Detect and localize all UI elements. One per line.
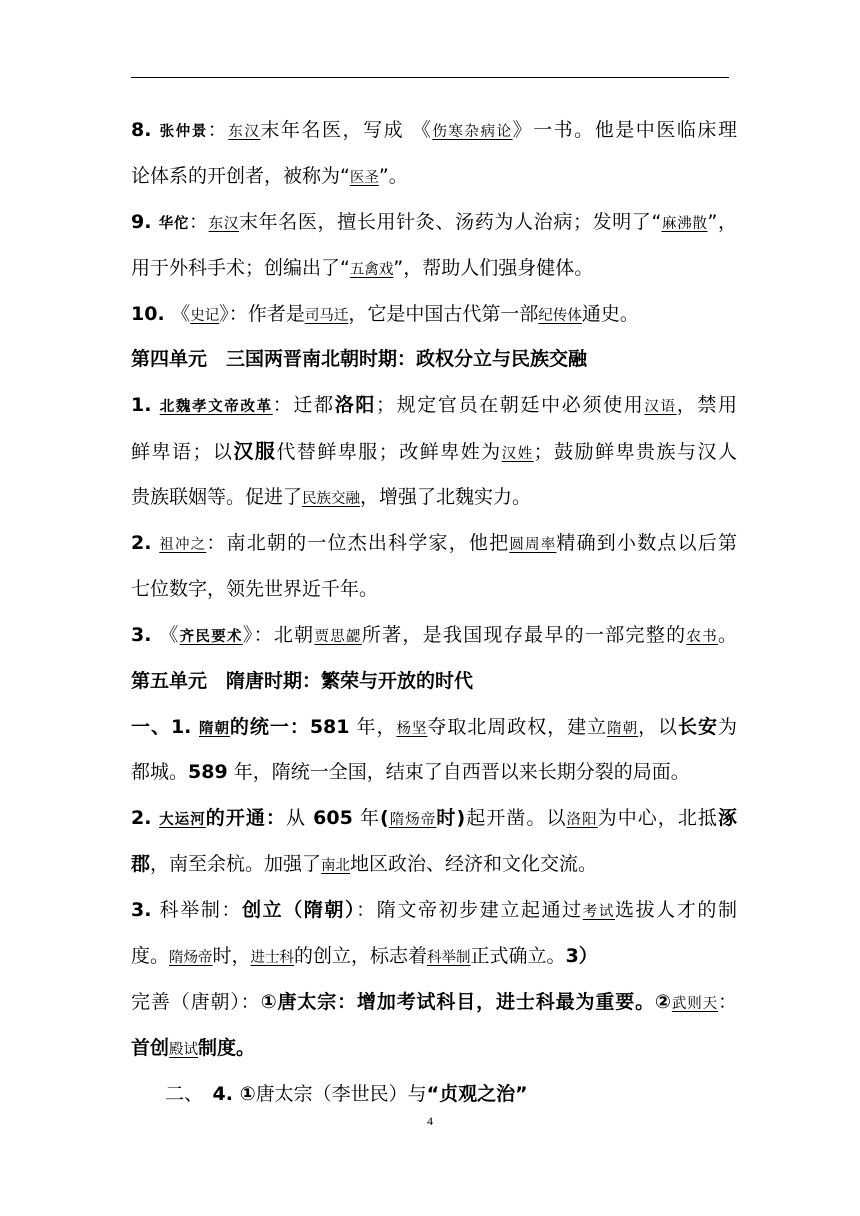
underlined-term: 伤寒杂病论 xyxy=(432,124,513,140)
text-segment: 时， xyxy=(212,945,251,968)
underlined-term: 隋炀帝 xyxy=(388,812,437,829)
underlined-term: 麻沸散 xyxy=(661,215,708,232)
text-segment: 完善（唐朝）： xyxy=(131,990,261,1013)
text-segment: ( xyxy=(380,807,389,830)
text-line xyxy=(131,154,737,200)
text-segment: ： xyxy=(189,210,209,233)
text-line xyxy=(131,750,737,796)
text-segment: ：隋文帝初步建立起通过 xyxy=(356,899,583,922)
text-segment: ”， xyxy=(707,210,737,233)
text-segment: 所著，是我国现存最早的一部完整的 xyxy=(361,623,687,646)
text-segment: 2. xyxy=(131,532,160,555)
underlined-term: 进士科 xyxy=(250,950,295,967)
text-segment: 》 xyxy=(512,119,534,141)
text-segment: 正式确立。 xyxy=(470,945,566,968)
text-segment: ；鼓励鲜卑贵族与汉人 xyxy=(533,441,737,464)
text-line xyxy=(131,796,737,842)
text-segment: 一、1. xyxy=(131,715,199,738)
text-line xyxy=(131,200,737,246)
underlined-term: 五禽戏 xyxy=(349,261,394,278)
text-segment: 通史。 xyxy=(581,302,639,325)
text-segment: ) xyxy=(456,807,466,830)
underlined-term: 杨坚 xyxy=(396,720,428,737)
text-segment: 581 xyxy=(309,715,350,738)
text-segment: 《 xyxy=(411,119,433,141)
text-segment: ”，帮助人们强身健体。 xyxy=(393,256,594,279)
underlined-term: 民族交融 xyxy=(302,491,361,508)
text-segment: 度。 xyxy=(131,945,170,968)
underlined-term: 圆周率 xyxy=(509,537,557,554)
underlined-term: 殿试 xyxy=(169,1041,199,1058)
text-segment: ，禁用 xyxy=(676,394,737,417)
text-line xyxy=(131,292,737,338)
text-segment: ：南北朝的一位杰出科学家，他把 xyxy=(206,532,510,555)
underlined-term: 科举制 xyxy=(427,950,471,967)
underlined-term: 司马迁 xyxy=(304,307,349,324)
text-segment: 605 xyxy=(313,807,353,830)
text-segment: 的统一： xyxy=(229,715,310,738)
text-segment: 夺取北周政权，建立 xyxy=(427,715,608,738)
text-segment: 长安 xyxy=(678,715,718,738)
text-segment: ；规定官员在朝廷中必须使用 xyxy=(375,394,645,417)
underlined-term: 医圣 xyxy=(349,169,379,186)
text-line xyxy=(131,705,737,751)
underlined-term: 史记 xyxy=(190,307,220,324)
text-segment: 3. xyxy=(131,623,160,646)
text-line xyxy=(131,567,737,613)
text-segment: 10. xyxy=(131,302,172,325)
text-line xyxy=(131,246,737,292)
text-segment: “贞观之治” xyxy=(426,1082,528,1105)
text-segment: 的开通： xyxy=(205,807,287,830)
text-segment: 《 xyxy=(171,302,191,325)
text-line xyxy=(131,108,737,154)
text-segment: 地区政治、经济和文化交流。 xyxy=(350,853,598,876)
text-segment: 》：作者是 xyxy=(219,302,305,325)
text-segment: 选拔人才的制 xyxy=(614,899,737,922)
text-segment: 时 xyxy=(436,807,457,830)
underlined-term: 南北 xyxy=(321,858,351,875)
text-segment: 唐太宗（李世民）与 xyxy=(255,1082,427,1105)
text-line xyxy=(131,337,737,383)
text-line xyxy=(131,842,737,888)
text-segment: 从 xyxy=(286,807,314,830)
text-segment: 起开凿。以 xyxy=(465,807,567,830)
text-segment: 制度。 xyxy=(198,1036,256,1059)
text-segment: 。 xyxy=(717,623,737,646)
text-segment: 论体系的开创者，被称为“ xyxy=(131,164,350,187)
text-line xyxy=(131,980,737,1026)
text-segment: 用于外科手术；创编出了“ xyxy=(131,256,350,279)
text-segment: ①唐太宗：增加考试科目，进士科最为重要。② xyxy=(260,990,672,1013)
text-segment: 贵族联姻等。促进了 xyxy=(131,486,303,509)
underlined-term: 祖冲之 xyxy=(159,537,207,554)
text-segment: 4. ① xyxy=(212,1082,256,1105)
text-line xyxy=(131,888,737,934)
text-segment: 3. xyxy=(131,899,160,922)
text-segment: 年，隋统一全国，结束了自西晋以来长期分裂的局面。 xyxy=(227,761,690,784)
underlined-term: 东汉 xyxy=(208,215,239,232)
text-segment: 年， xyxy=(349,715,397,738)
text-segment: 涿 xyxy=(717,807,737,830)
page-number: 4 xyxy=(427,1114,433,1128)
text-segment: 为 xyxy=(717,715,737,738)
underlined-term: 隋朝 xyxy=(198,720,230,737)
text-segment: 科举制： xyxy=(159,899,243,922)
text-segment: 《 xyxy=(159,623,180,646)
text-segment: 的创立，标志着 xyxy=(294,945,428,968)
text-segment: 创立（隋朝） xyxy=(242,899,357,922)
text-line xyxy=(131,475,737,521)
text-segment: 七位数字，领先世界近千年。 xyxy=(131,577,379,600)
text-segment: 9. xyxy=(131,210,159,233)
text-segment: 末年名医，写成 xyxy=(260,119,412,141)
text-line xyxy=(131,1072,737,1118)
text-segment: 华佗 xyxy=(158,215,189,232)
text-segment: ，南至余杭。加强了 xyxy=(150,853,322,876)
underlined-term: 武则天 xyxy=(671,995,718,1012)
text-line xyxy=(131,429,737,475)
text-segment: 洛阳 xyxy=(334,394,376,417)
text-segment: 》：北朝 xyxy=(242,623,315,646)
underlined-term: 齐民要术 xyxy=(179,628,243,645)
text-line xyxy=(131,659,737,705)
text-segment: 2. xyxy=(131,807,160,830)
text-segment: 郡 xyxy=(131,853,151,876)
underlined-term: 大运河 xyxy=(159,812,206,829)
text-segment: 二、 xyxy=(165,1082,213,1105)
text-segment: ：迁都 xyxy=(272,394,335,417)
text-segment: 首创 xyxy=(131,1036,170,1059)
text-line xyxy=(131,1026,737,1072)
text-segment: 代替鲜卑服；改鲜卑姓为 xyxy=(276,441,502,464)
text-segment: 汉服 xyxy=(233,439,277,464)
text-segment: 8. xyxy=(131,119,160,141)
underlined-term: 考试 xyxy=(582,904,615,921)
text-line xyxy=(131,613,737,659)
underlined-term: 汉姓 xyxy=(501,446,534,463)
underlined-term: 隋朝 xyxy=(607,720,639,737)
text-segment: ，以 xyxy=(638,715,679,738)
text-segment: 一书。他是中医临床理 xyxy=(533,119,737,141)
underlined-term: 北魏孝文帝改革 xyxy=(159,399,273,416)
text-segment: 1. xyxy=(131,394,160,417)
text-segment: 第四单元 三国两晋南北朝时期：政权分立与民族交融 xyxy=(131,348,588,371)
text-segment: ”。 xyxy=(378,164,408,187)
text-segment: 鲜卑语；以 xyxy=(131,441,234,464)
underlined-term: 隋炀帝 xyxy=(169,950,213,967)
text-segment: 末年名医，擅长用针灸、汤药为人治病；发明了“ xyxy=(238,210,662,233)
text-segment: ，增强了北魏实力。 xyxy=(360,486,532,509)
text-segment: 年 xyxy=(352,807,380,830)
underlined-term: 汉语 xyxy=(644,399,677,416)
header-rule xyxy=(131,77,729,78)
text-segment: 为中心，北抵 xyxy=(597,807,718,830)
text-segment: 精确到小数点以后第 xyxy=(556,532,737,555)
text-segment: 3） xyxy=(565,945,598,968)
underlined-term: 东汉 xyxy=(228,124,261,140)
underlined-term: 农书 xyxy=(686,628,718,645)
text-segment: ，它是中国古代第一部 xyxy=(348,302,539,325)
text-segment: ： xyxy=(717,990,737,1013)
text-segment: 张仲景 xyxy=(159,124,208,140)
text-line xyxy=(131,383,737,429)
text-segment: 第五单元 隋唐时期：繁荣与开放的时代 xyxy=(131,669,474,692)
text-segment: 都城。 xyxy=(131,761,189,784)
text-line xyxy=(131,934,737,980)
document-body xyxy=(131,108,737,1118)
underlined-term: 洛阳 xyxy=(566,812,598,829)
text-segment: ： xyxy=(207,119,229,141)
text-line xyxy=(131,521,737,567)
underlined-term: 纪传体 xyxy=(538,307,582,324)
text-segment: 589 xyxy=(188,761,228,784)
underlined-term: 贾思勰 xyxy=(314,628,362,645)
